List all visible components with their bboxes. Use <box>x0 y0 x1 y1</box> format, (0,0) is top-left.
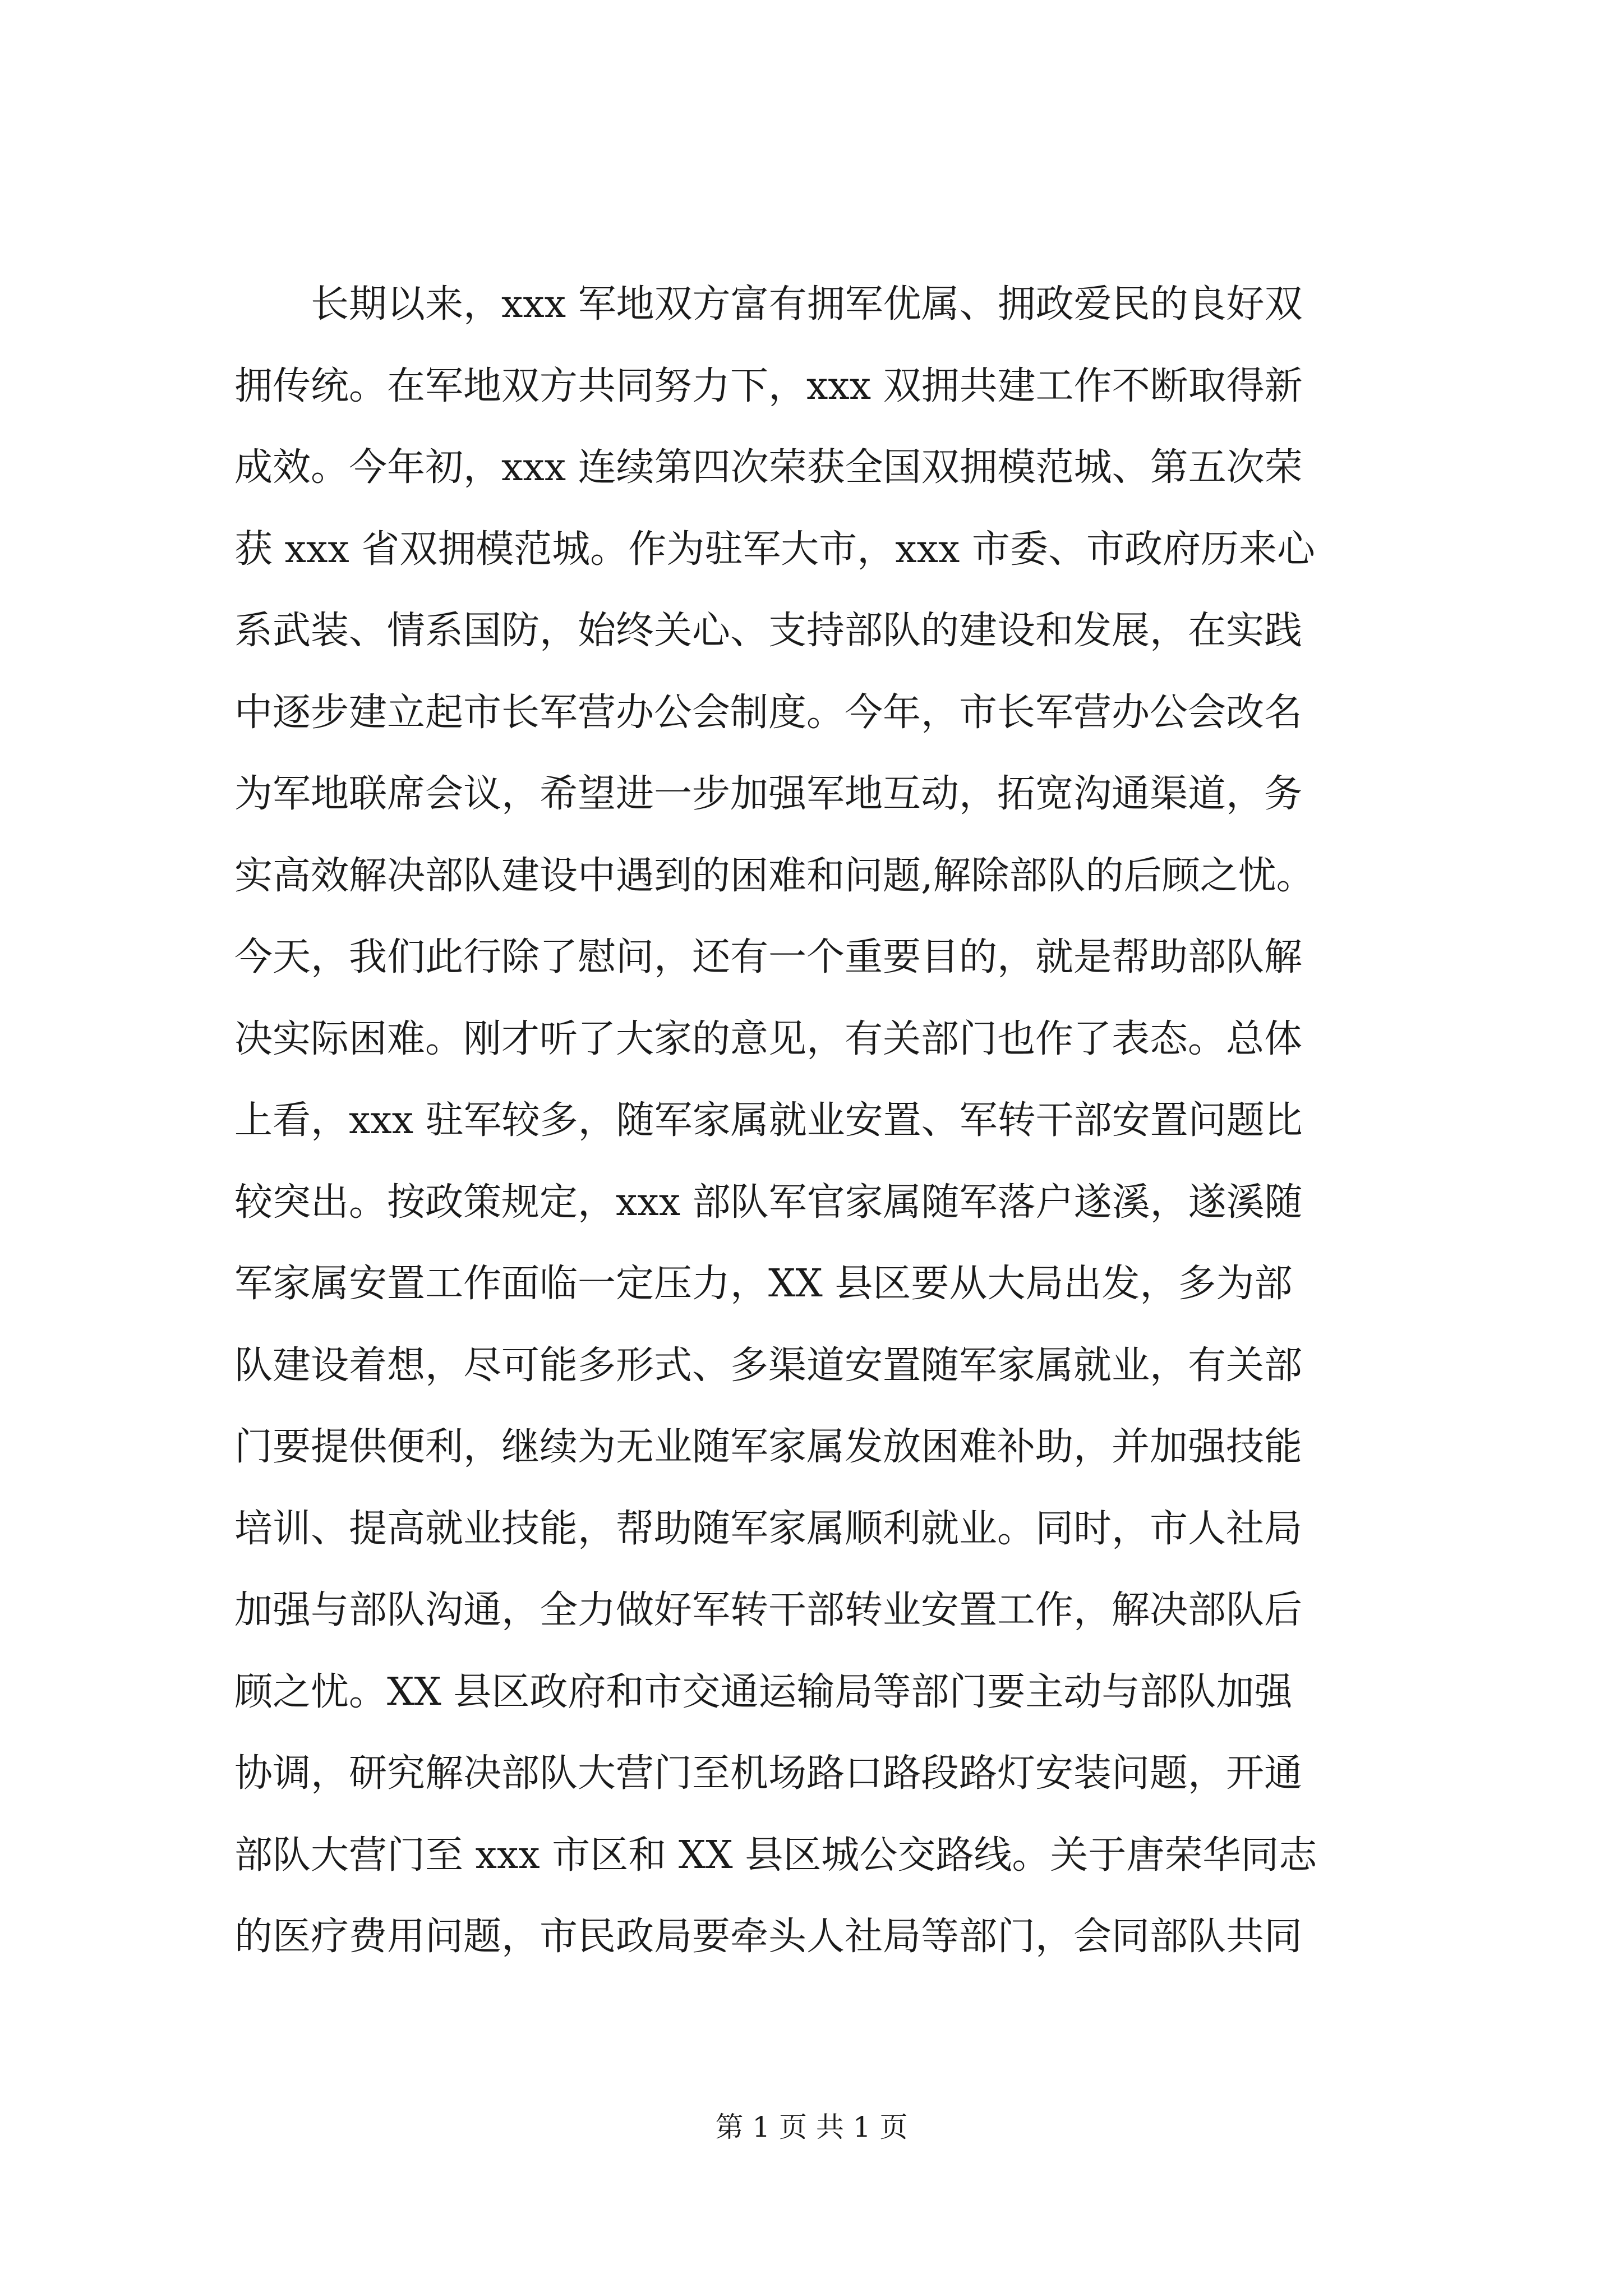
text-line: 为军地联席会议，希望进一步加强军地互动，拓宽沟通渠道，务 <box>234 772 1303 816</box>
text-line: 中逐步建立起市长军营办公会制度。今年，市长军营办公会改名 <box>234 690 1303 735</box>
text-line: 培训、提高就业技能，帮助随军家属顺利就业。同时，市人社局 <box>234 1506 1303 1551</box>
text-line: 决实际困难。刚才听了大家的意见，有关部门也作了表态。总体 <box>234 1016 1303 1061</box>
text-line: 今天，我们此行除了慰问，还有一个重要目的，就是帮助部队解 <box>234 935 1303 979</box>
text-line: 较突出。按政策规定，xxx 部队军官家属随军落户遂溪，遂溪随 <box>234 1180 1303 1225</box>
text-line: 协调，研究解决部队大营门至机场路口路段路灯安装问题，开通 <box>234 1751 1303 1796</box>
text-line: 加强与部队沟通，全力做好军转干部转业安置工作，解决部队后 <box>234 1588 1303 1632</box>
body-paragraph <box>234 264 1418 1978</box>
text-line: 获 xxx 省双拥模范城。作为驻军大市，xxx 市委、市政府历来心 <box>234 527 1315 572</box>
text-line: 拥传统。在军地双方共同努力下，xxx 双拥共建工作不断取得新 <box>234 364 1303 408</box>
text-line: 长期以来，xxx 军地双方富有拥军优属、拥政爱民的良好双 <box>234 282 1303 326</box>
text-line: 队建设着想，尽可能多形式、多渠道安置随军家属就业，有关部 <box>234 1343 1303 1388</box>
text-line: 军家属安置工作面临一定压力，XX 县区要从大局出发，多为部 <box>234 1262 1293 1306</box>
page-footer: 第 1 页 共 1 页 <box>715 2111 908 2143</box>
text-line: 系武装、情系国防，始终关心、支持部队的建设和发展，在实践 <box>234 609 1303 653</box>
text-line: 实高效解决部队建设中遇到的困难和问题,解除部队的后顾之忧。 <box>234 853 1315 898</box>
text-line: 成效。今年初，xxx 连续第四次荣获全国双拥模范城、第五次荣 <box>234 445 1303 490</box>
text-line: 上看，xxx 驻军较多，随军家属就业安置、军转干部安置问题比 <box>234 1098 1303 1143</box>
text-line: 门要提供便利，继续为无业随军家属发放困难补助，并加强技能 <box>234 1425 1303 1469</box>
text-line: 部队大营门至 xxx 市区和 XX 县区城公交路线。关于唐荣华同志 <box>234 1833 1317 1878</box>
text-line: 顾之忧。XX 县区政府和市交通运输局等部门要主动与部队加强 <box>234 1669 1293 1714</box>
text-line: 的医疗费用问题，市民政局要牵头人社局等部门，会同部队共同 <box>234 1915 1303 1959</box>
